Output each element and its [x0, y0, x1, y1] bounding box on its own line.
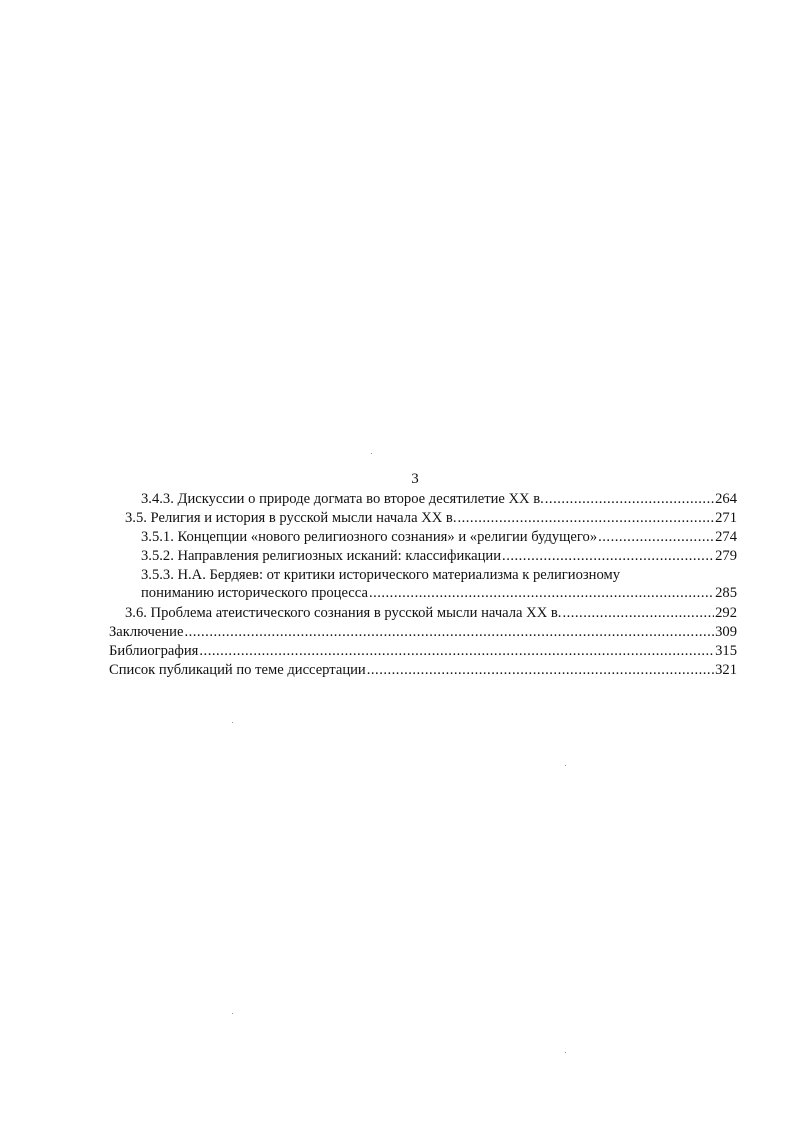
dot-leader: [502, 547, 714, 565]
toc-entry-page: 292: [715, 605, 737, 621]
dot-leader: [369, 584, 714, 602]
toc-entry-conclusion: [109, 623, 737, 641]
dot-leader: [457, 509, 714, 527]
toc-entry-label: 3.6. Проблема атеистического сознания в русской мысли начала XX в.: [125, 605, 562, 621]
toc-entry-3-4-3: [141, 490, 737, 508]
page-number: 3: [411, 471, 419, 487]
toc-entry-page: 309: [715, 624, 737, 640]
scan-speck: [232, 1013, 233, 1014]
toc-entry-3-6: [125, 604, 737, 622]
toc-entry-label: Список публикаций по теме диссертации: [109, 662, 366, 678]
dot-leader: [562, 604, 714, 622]
toc-entry-label: Заключение: [109, 624, 184, 640]
toc-entry-label: 3.5.1. Концепции «нового религиозного сознания» и «религии будущего»: [141, 529, 598, 545]
toc-entry-page: 315: [715, 643, 737, 659]
toc-entry-label: 3.4.3. Дискуссии о природе догмата во второе десятилетие XX в.: [141, 491, 544, 507]
toc-entry-label-line2: пониманию исторического процесса: [141, 585, 368, 601]
toc-entry-page: 279: [715, 548, 737, 564]
toc-entry-page: 264: [715, 491, 737, 507]
toc-entry-page: 321: [715, 662, 737, 678]
scan-speck: [232, 722, 233, 723]
scan-speck: [565, 765, 566, 766]
toc-entry-3-5-3: [141, 566, 737, 602]
dot-leader: [545, 490, 714, 508]
dot-leader: [199, 642, 714, 660]
toc-entry-label: Библиография: [109, 643, 199, 659]
toc-entry-3-5: [125, 509, 737, 527]
toc-entry-3-5-1: [141, 528, 737, 546]
toc-entry-page: 274: [715, 529, 737, 545]
toc-entry-page: 271: [715, 510, 737, 526]
toc-entry-label: 3.5. Религия и история в русской мысли начала XX в.: [125, 510, 457, 526]
scan-speck: [565, 1052, 566, 1053]
toc-entry-3-5-2: [141, 547, 737, 565]
dot-leader: [367, 661, 714, 679]
toc-entry-label-line1: 3.5.3. Н.А. Бердяев: от критики исторического материализма к религиозному: [141, 567, 621, 583]
scan-speck: [371, 453, 372, 454]
dot-leader: [598, 528, 714, 546]
toc-entry-label: 3.5.2. Направления религиозных исканий: классификации: [141, 548, 502, 564]
toc-entry-publications: [109, 661, 737, 679]
toc-entry-bibliography: [109, 642, 737, 660]
toc-entry-page: 285: [715, 585, 737, 601]
dot-leader: [184, 623, 714, 641]
